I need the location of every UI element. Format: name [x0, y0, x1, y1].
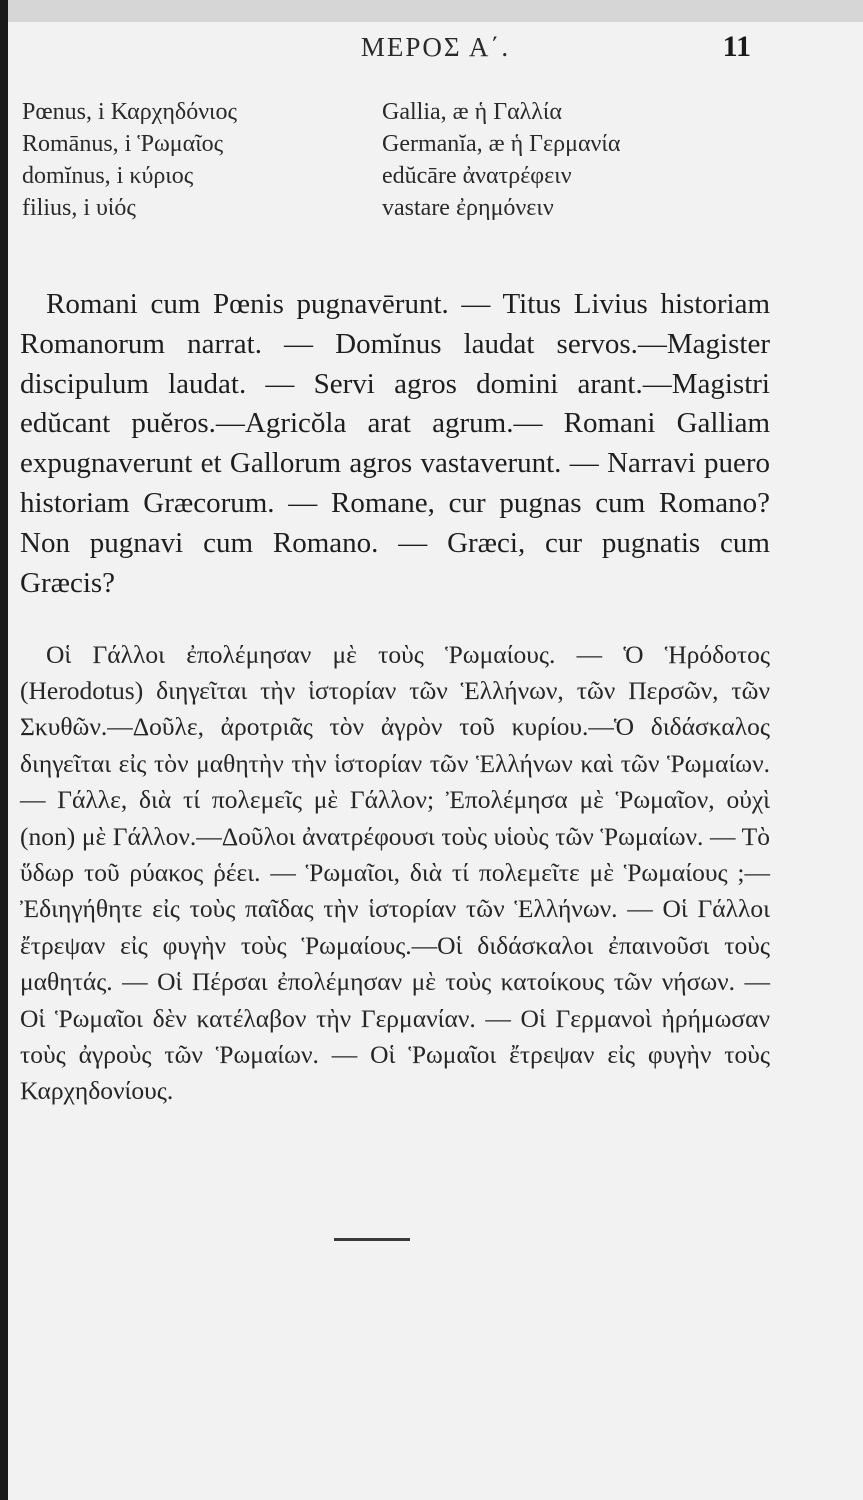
book-spine-edge: [0, 0, 8, 1500]
section-end-rule: [334, 1238, 410, 1241]
vocabulary-list-right: [382, 96, 802, 224]
page-number: 11: [722, 30, 751, 63]
vocab-entry: filius, i υἱός: [22, 195, 136, 221]
vocab-entry: Romānus, i Ῥωμαῖος: [22, 131, 224, 157]
latin-exercise-paragraph: Romani cum Pœnis pugnavērunt. — Titus Livius historiam Romanorum narrat. — Domĭnus laudat servos.—Magister discipulum laudat. — Servi agros domini arant.—Magistri edŭcant puĕros.—Agricŏla arat agrum.— Romani Galliam expugnaverunt et Gallorum agros vastaverunt. — Narravi puero historiam Græcorum. — Romane, cur pugnas cum Romano? Non pugnavi cum Romano. — Græci, cur pugnatis cum Græcis?: [20, 288, 770, 599]
vocab-entry: domĭnus, i κύριος: [22, 163, 194, 189]
greek-exercise-paragraph: Οἱ Γάλλοι ἐπολέμησαν μὲ τοὺς Ῥωμαίους. — Ὁ Ἡρόδοτος (Herodotus) διηγεῖται τὴν ἱστορίαν τῶν Ἑλλήνων, τῶν Περσῶν, τῶν Σκυθῶν.—Δοῦλε, ἀροτριᾶς τὸν ἀγρὸν τοῦ κυρίου.—Ὁ διδάσκαλος διηγεῖται εἰς τὸν μαθητὴν τὴν ἱστορίαν τῶν Ἑλλήνων καὶ τῶν Ῥωμαίων.— Γάλλε, διὰ τί πολεμεῖς μὲ Γάλλον; Ἐπολέμησα μὲ Ῥωμαῖον, οὐχὶ (non) μὲ Γάλλον.—Δοῦλοι ἀνατρέφουσι τοὺς υἱοὺς τῶν Ῥωμαίων. — Τὸ ὕδωρ τοῦ ρύακος ῥέει. — Ῥωμαῖοι, διὰ τί πολεμεῖτε μὲ Ῥωμαίους ;—Ἐδιηγήθητε εἰς τοὺς παῖδας τὴν ἱστορίαν τῶν Ἑλλήνων. — Οἱ Γάλλοι ἔτρεψαν εἰς φυγὴν τοὺς Ῥωμαίους.—Οἱ διδάσκαλοι ἐπαινοῦσι τοὺς μαθητάς. — Οἱ Πέρσαι ἐπολέμησαν μὲ τοὺς κατοίκους τῶν νήσων. — Οἱ Ῥωμαῖοι δὲν κατέλαβον τὴν Γερμανίαν. — Οἱ Γερμανοὶ ἠρήμωσαν τοὺς ἀγροὺς τῶν Ῥωμαίων. — Οἱ Ῥωμαῖοι ἔτρεψαν εἰς φυγὴν τοὺς Καρχηδονίους.: [20, 639, 770, 1106]
vocabulary-list-left: [22, 96, 362, 224]
vocab-entry: edŭcāre ἀνατρέφειν: [382, 163, 572, 189]
vocab-entry: Pœnus, i Καρχηδόνιος: [22, 99, 238, 125]
vocab-entry: Germanĭa, æ ἡ Γερμανία: [382, 131, 621, 157]
page-header: [8, 30, 863, 70]
book-page: [8, 22, 863, 1500]
running-head: ΜΕΡΟΣ Α΄.: [360, 32, 511, 62]
vocab-entry: vastare ἐρημόνειν: [382, 195, 554, 221]
vocab-entry: Gallia, æ ἡ Γαλλία: [382, 99, 562, 125]
